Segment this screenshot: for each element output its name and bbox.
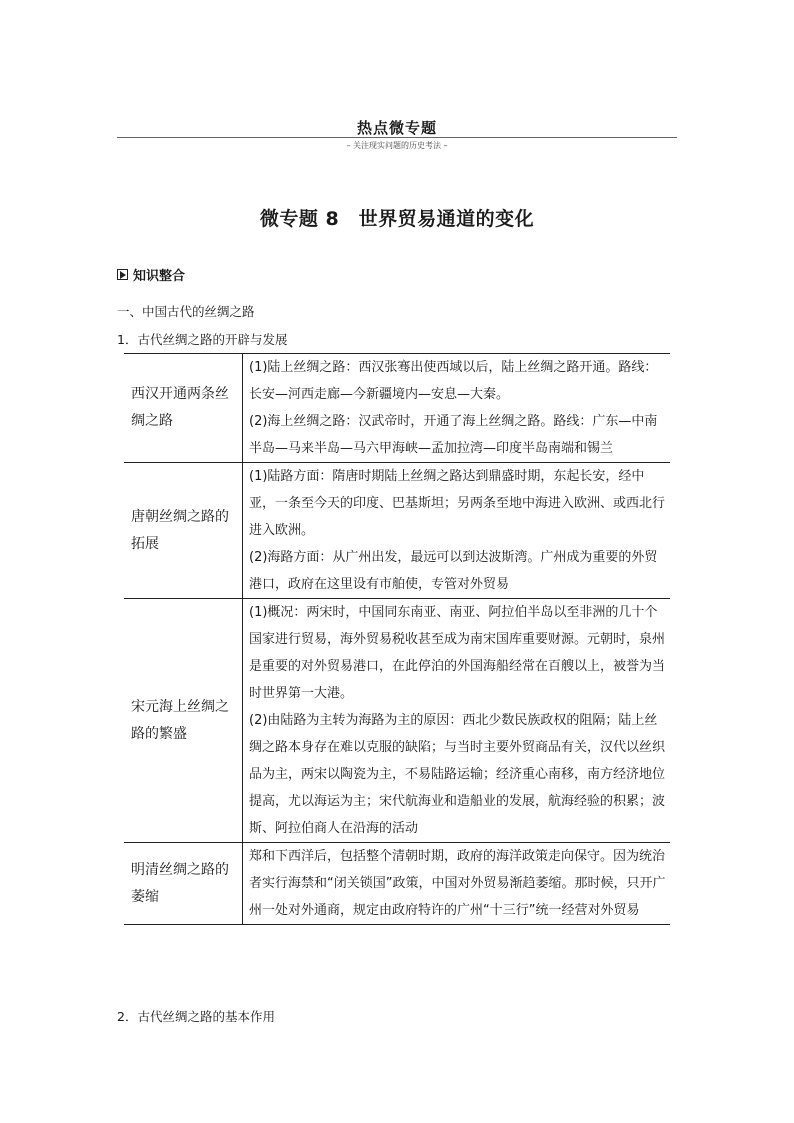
row-paragraph: (1)陆路方面：隋唐时期陆上丝绸之路达到鼎盛时期，东起长安，经中亚，一条至今天的印度、巴基斯坦；另两条至地中海进入欧洲、或西北行进入欧洲。	[249, 469, 666, 538]
row-label: 西汉开通两条丝绸之路	[124, 354, 243, 463]
row-paragraph: (1)陆上丝绸之路：西汉张骞出使西域以后，陆上丝绸之路开通。路线：长安—河西走廊—今新疆境内—安息—大秦。	[249, 360, 658, 402]
row-content	[243, 463, 671, 599]
play-triangle-icon	[117, 269, 128, 280]
heading-basic-role: 2．古代丝绸之路的基本作用	[117, 1009, 275, 1024]
table-row	[124, 354, 670, 463]
silk-road-table	[124, 353, 670, 925]
section-label-text: 知识整合	[133, 269, 186, 284]
row-paragraph: 郑和下西洋后，包括整个清朝时期，政府的海洋政策走向保守。因为统治者实行海禁和“闭关锁国”政策，中国对外贸易渐趋萎缩。那时候，只开广州一处对外通商，规定由政府特许的广州“十三行”统一经营对外贸易	[249, 849, 666, 918]
row-content	[243, 843, 671, 925]
table-row	[124, 463, 670, 599]
row-content	[243, 354, 671, 463]
row-paragraph: (1)概况：两宋时，中国同东南亚、南亚、阿拉伯半岛以至非洲的几十个国家进行贸易，海外贸易税收甚至成为南宋国库重要财源。元朝时，泉州是重要的对外贸易港口，在此停泊的外国海船经常在百艘以上，被誉为当时世界第一大港。	[249, 605, 666, 701]
heading-ancient-silk-road: 一、中国古代的丝绸之路	[117, 304, 255, 319]
row-label: 宋元海上丝绸之路的繁盛	[124, 599, 243, 843]
section-label	[117, 265, 185, 284]
row-content	[243, 599, 671, 843]
row-paragraph: (2)海路方面：从广州出发，最远可以到达波斯湾。广州成为重要的外贸港口，政府在这里设有市舶使，专管对外贸易	[249, 550, 658, 592]
header-rule	[117, 137, 677, 138]
header-subtitle: – 关注现实问题的历史考法 –	[346, 141, 448, 150]
document-title: 微专题 8 世界贸易通道的变化	[259, 208, 535, 230]
table-row	[124, 843, 670, 925]
row-label: 唐朝丝绸之路的拓展	[124, 463, 243, 599]
heading-opening-development: 1．古代丝绸之路的开辟与发展	[117, 332, 288, 347]
row-paragraph: (2)海上丝绸之路：汉武帝时，开通了海上丝绸之路。路线：广东—中南半岛—马来半岛—马六甲海峡—孟加拉湾—印度半岛南端和锡兰	[249, 414, 658, 456]
table-row	[124, 599, 670, 843]
row-label: 明清丝绸之路的萎缩	[124, 843, 243, 925]
row-paragraph: (2)由陆路为主转为海路为主的原因：西北少数民族政权的阻隔；陆上丝绸之路本身存在难以克服的缺陷；与当时主要外贸商品有关，汉代以丝织品为主，两宋以陶瓷为主，不易陆路运输；经济重心南移，南方经济地位提高，尤以海运为主；宋代航海业和造船业的发展，航海经验的积累；波斯、阿拉伯商人在沿海的活动	[249, 713, 666, 836]
header-title: 热点微专题	[356, 119, 437, 137]
